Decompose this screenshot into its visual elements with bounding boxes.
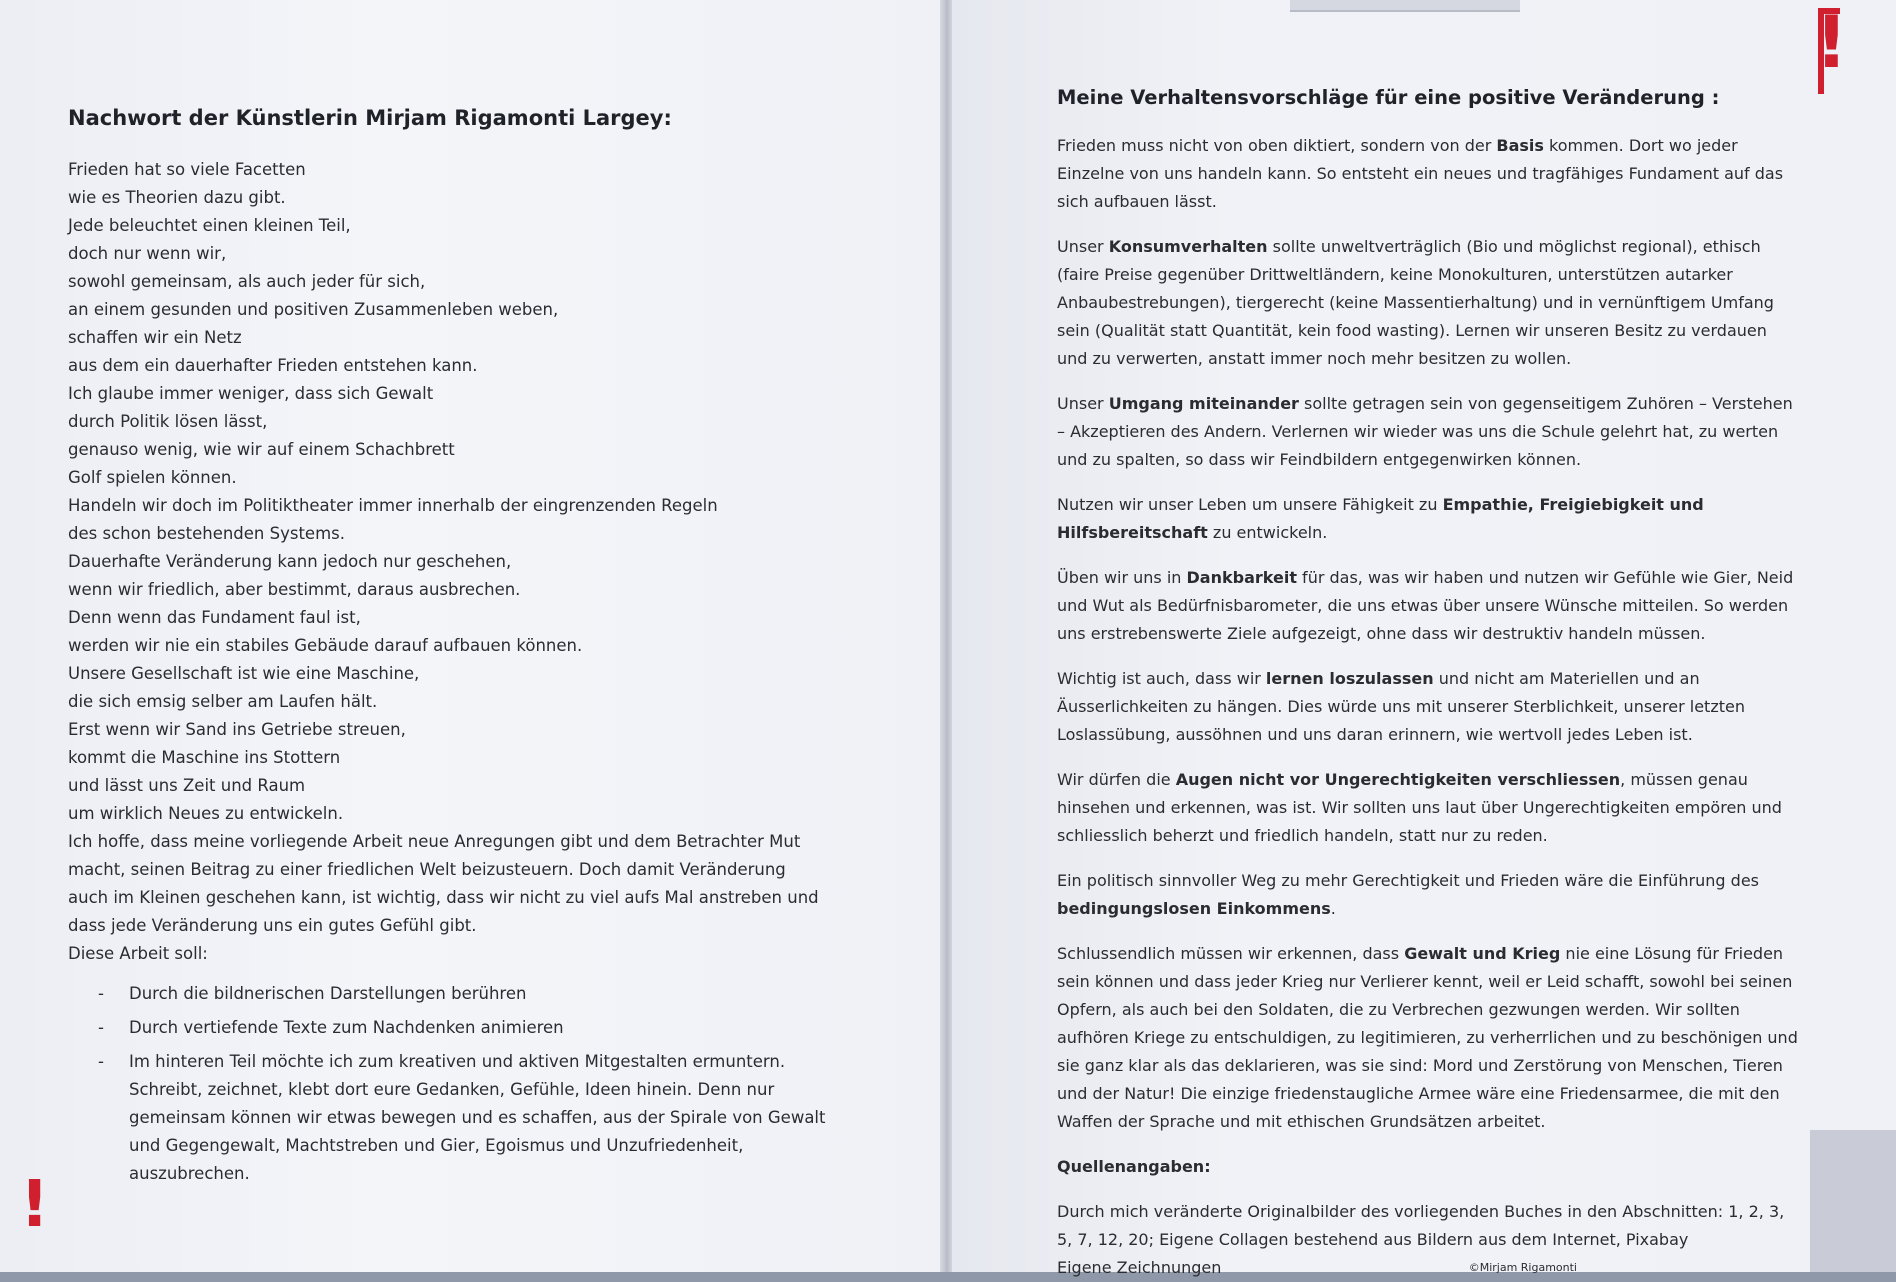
sources-heading: Quellenangaben:	[1057, 1157, 1211, 1176]
text-run: , müssen genau hinsehen und erkennen, was ist. Wir sollten uns laut über Ungerechtigkeiten empören und schliesslich beherzt und friedlich handeln, statt nur zu reden.	[1057, 770, 1782, 845]
goals-list	[68, 980, 828, 1188]
list-item-text: Durch die bildnerischen Darstellungen berühren	[129, 984, 527, 1003]
text-run: Üben wir uns in	[1057, 568, 1187, 587]
suggestion-injustice	[1057, 766, 1802, 850]
text-run: und nicht am Materiellen und an Äusserlichkeiten zu hängen. Dies würde uns mit unserer Sterblichkeit, unserer letzten Loslassübung, aussöhnen und uns daran erinnern, wie wertvoll jedes Leben ist.	[1057, 669, 1745, 744]
text-run: kommen. Dort wo jeder Einzelne von uns handeln kann. So entsteht ein neues und tragfähiges Fundament auf das sich aufbauen lässt.	[1057, 136, 1784, 211]
page-tab-edge	[1290, 0, 1520, 12]
list-intro: Diese Arbeit soll:	[68, 944, 208, 963]
list-item-text: Durch vertiefende Texte zum Nachdenken animieren	[129, 1018, 564, 1037]
text-run: .	[1330, 899, 1336, 918]
bullet-dash: -	[98, 1018, 104, 1037]
keyword: bedingungslosen Einkommens	[1057, 899, 1331, 918]
suggestion-interaction	[1057, 390, 1802, 474]
text-run: zu entwickeln.	[1207, 523, 1328, 542]
list-item	[98, 980, 828, 1008]
left-page-title: Nachwort der Künstlerin Mirjam Rigamonti Largey:	[68, 106, 672, 130]
suggestion-consumption	[1057, 233, 1802, 373]
bullet-dash: -	[98, 984, 104, 1003]
text-run: Wir dürfen die	[1057, 770, 1176, 789]
text-run: sollte unweltverträglich (Bio und möglichst regional), ethisch (faire Preise gegenüber Drittweltländern, keine Monokulturen, unterstützen autarker Anbaubestrebungen), tiergerecht (keine Massentierhaltung) und in vernünftigem Umfang sein (Qualität statt Quantität, kein food wasting). Lernen wir unseren Besitz zu verdauen und zu verwerten, anstatt immer noch mehr besitzen zu wollen.	[1057, 237, 1774, 368]
left-page-body	[68, 156, 828, 1194]
keyword: Augen nicht vor Ungerechtigkeiten verschliessen	[1175, 770, 1621, 789]
left-page	[0, 0, 945, 1272]
list-item	[98, 1048, 828, 1188]
suggestion-empathy	[1057, 491, 1802, 547]
poem-stanza-3: Unsere Gesellschaft ist wie eine Maschine, die sich emsig selber am Laufen hält. Erst wenn wir Sand ins Getriebe streuen, kommt die Maschine ins Stottern und lässt uns Zeit und Raum um wirklich Neues zu entwickeln.	[68, 664, 420, 823]
exclamation-mark-icon: !	[1815, 0, 1848, 84]
suggestion-gratitude	[1057, 564, 1802, 648]
suggestion-letting-go	[1057, 665, 1802, 749]
page-cutout	[1810, 1130, 1896, 1272]
text-run: Unser	[1057, 394, 1109, 413]
keyword: Konsumverhalten	[1108, 237, 1268, 256]
text-run: für das, was wir haben und nutzen wir Gefühle wie Gier, Neid und Wut als Bedürfnisbarometer, die uns etwas über unsere Wünsche mitteilen. So werden uns erstrebenswerte Ziele aufgezeigt, ohne dass wir destruktiv handeln müssen.	[1057, 568, 1794, 643]
keyword: Umgang miteinander	[1108, 394, 1299, 413]
poem-stanza-2: Ich glaube immer weniger, dass sich Gewalt durch Politik lösen lässt, genauso wenig, wie wir auf einem Schachbrett Golf spielen können. Handeln wir doch im Politiktheater immer innerhalb der eingrenzenden Regeln des schon bestehenden Systems. Dauerhafte Veränderung kann jedoch nur geschehen, wenn wir friedlich, aber bestimmt, daraus ausbrechen. Denn wenn das Fundament faul ist, werden wir nie ein stabiles Gebäude darauf aufbauen können.	[68, 384, 718, 655]
list-item	[98, 1014, 828, 1042]
keyword: Gewalt und Krieg	[1404, 944, 1561, 963]
bullet-dash: -	[98, 1052, 104, 1071]
text-run: sollte getragen sein von gegenseitigem Zuhören – Verstehen – Akzeptieren des Andern. Verlernen wir wieder was uns die Schule gelehrt hat, zu werten und zu spalten, so dass wir Feindbildern entgegenwirken können.	[1057, 394, 1793, 469]
text-run: Ein politisch sinnvoller Weg zu mehr Gerechtigkeit und Frieden wäre die Einführung des	[1057, 871, 1759, 890]
text-run: nie eine Lösung für Frieden sein können und dass jeder Krieg nur Verlierer kennt, weil er Leid schafft, sowohl bei seinen Opfern, als auch bei den Soldaten, die zu Verbrechen gezwungen werden. Wir sollten aufhören Kriege zu entschuldigen, zu legitimieren, zu verherrlichen und zu beschönigen und sie ganz klar als das deklarieren, was sie sind: Mord und Zerstörung von Menschen, Tieren und der Natur! Die einzige friedenstaugliche Armee wäre eine Friedensarmee, die mit den Waffen der Sprache und mit ethischen Grundsätzen arbeitet.	[1057, 944, 1798, 1131]
suggestion-violence	[1057, 940, 1802, 1136]
text-run: Wichtig ist auch, dass wir	[1057, 669, 1266, 688]
keyword: Dankbarkeit	[1186, 568, 1297, 587]
sources-text: Durch mich veränderte Originalbilder des vorliegenden Buches in den Abschnitten: 1, 2, 3, 5, 7, 12, 20; Eigene Collagen bestehend aus Bildern aus dem Internet, Pixabay	[1057, 1202, 1785, 1249]
poem-stanza-1: Frieden hat so viele Facetten wie es Theorien dazu gibt. Jede beleuchtet einen kleinen Teil, doch nur wenn wir, sowohl gemeinsam, als auch jeder für sich, an einem gesunden und positiven Zusammenleben weben, schaffen wir ein Netz aus dem ein dauerhafter Frieden entstehen kann.	[68, 160, 559, 375]
text-run: Nutzen wir unser Leben um unsere Fähigkeit zu	[1057, 495, 1443, 514]
suggestion-income	[1057, 867, 1802, 923]
keyword: lernen loszulassen	[1265, 669, 1434, 688]
exclamation-mark-icon: !	[20, 1168, 50, 1242]
right-page-body	[1057, 132, 1802, 1282]
text-run: Schlussendlich müssen wir erkennen, dass	[1057, 944, 1405, 963]
text-run: Unser	[1057, 237, 1109, 256]
text-run: Frieden muss nicht von oben diktiert, sondern von der	[1057, 136, 1497, 155]
keyword: Basis	[1496, 136, 1544, 155]
copyright-note: ©Mirjam Rigamonti	[1468, 1261, 1577, 1274]
keyword: Empathie, Freigiebigkeit und Hilfsbereitschaft	[1057, 495, 1704, 542]
hope-paragraph: Ich hoffe, dass meine vorliegende Arbeit neue Anregungen gibt und dem Betrachter Mut macht, seinen Beitrag zu einer friedlichen Welt beizusteuern. Doch damit Veränderung auch im Kleinen geschehen kann, ist wichtig, dass wir nicht zu viel aufs Mal anstreben und dass jede Veränderung uns ein gutes Gefühl gibt.	[68, 832, 819, 935]
sources-footer	[1057, 1254, 1577, 1282]
suggestion-basis	[1057, 132, 1802, 216]
sources-own-drawings: Eigene Zeichnungen	[1057, 1258, 1222, 1277]
right-page-title: Meine Verhaltensvorschläge für eine positive Veränderung :	[1057, 86, 1720, 109]
list-item-text: Im hinteren Teil möchte ich zum kreativen und aktiven Mitgestalten ermuntern. Schreibt, zeichnet, klebt dort eure Gedanken, Gefühle, Ideen hinein. Denn nur gemeinsam können wir etwas bewegen und es schaffen, aus der Spirale von Gewalt und Gegengewalt, Machtstreben und Gier, Egoismus und Unzufriedenheit, auszubrechen.	[129, 1052, 826, 1183]
